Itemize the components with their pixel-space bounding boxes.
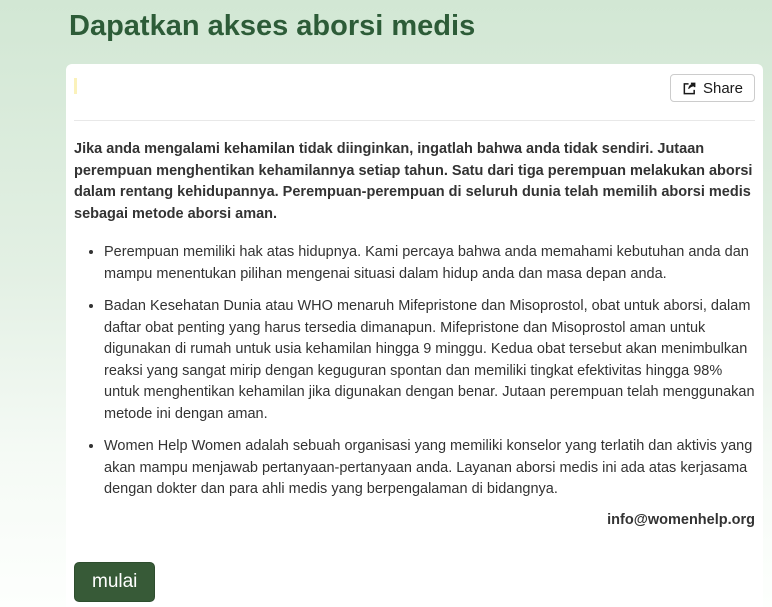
start-button[interactable]: mulai (74, 562, 155, 602)
contact-email: info@womenhelp.org (607, 511, 755, 528)
list-item: • Women Help Women adalah sebuah organisasi yang memiliki konselor yang terlatih dan aktivis yang akan mampu menjawab pertanyaan-pertanyaan anda. Layanan aborsi medis ini ada atas kerjasama dengan dokter dan para ahli medis yang berpengalaman di bidangnya. (104, 436, 755, 501)
share-button[interactable] (670, 74, 755, 102)
divider (74, 120, 755, 121)
share-button-label: Share (702, 79, 743, 97)
caret-marker (74, 78, 77, 94)
list-item: • Perempuan memiliki hak atas hidupnya. Kami percaya bahwa anda memahami kebutuhan anda dan mampu menentukan pilihan mengenai situasi dalam hidup anda dan masa depan anda. (104, 242, 755, 285)
page-title: Dapatkan akses aborsi medis (69, 10, 476, 42)
share-row (74, 74, 755, 104)
bullet-list (74, 242, 755, 501)
list-item: • Badan Kesehatan Dunia atau WHO menaruh Mifepristone dan Misoprostol, obat untuk aborsi, dalam daftar obat penting yang harus tersedia dimanapun. Mifepristone dan Misoprostol aman untuk digunakan di rumah untuk usia kehamilan hingga 9 minggu. Kedua obat tersebut akan menimbulkan reaksi yang sangat mirip dengan keguguran spontan dan memiliki tingkat efektivitas hingga 98% untuk menghentikan kehamilan jika digunakan dengan benar. Jutaan perempuan telah menggunakan metode ini dengan aman. (104, 296, 755, 425)
intro-paragraph: Jika anda mengalami kehamilan tidak diinginkan, ingatlah bahwa anda tidak sendiri. Jutaan perempuan menghentikan kehamilannya setiap tahun. Satu dari tiga perempuan melakukan aborsi dalam rentang kehidupannya. Perempuan-perempuan di seluruh dunia telah memilih aborsi medis sebagai metode aborsi aman. (74, 141, 753, 222)
share-icon (682, 81, 697, 96)
survey-card (66, 64, 763, 607)
